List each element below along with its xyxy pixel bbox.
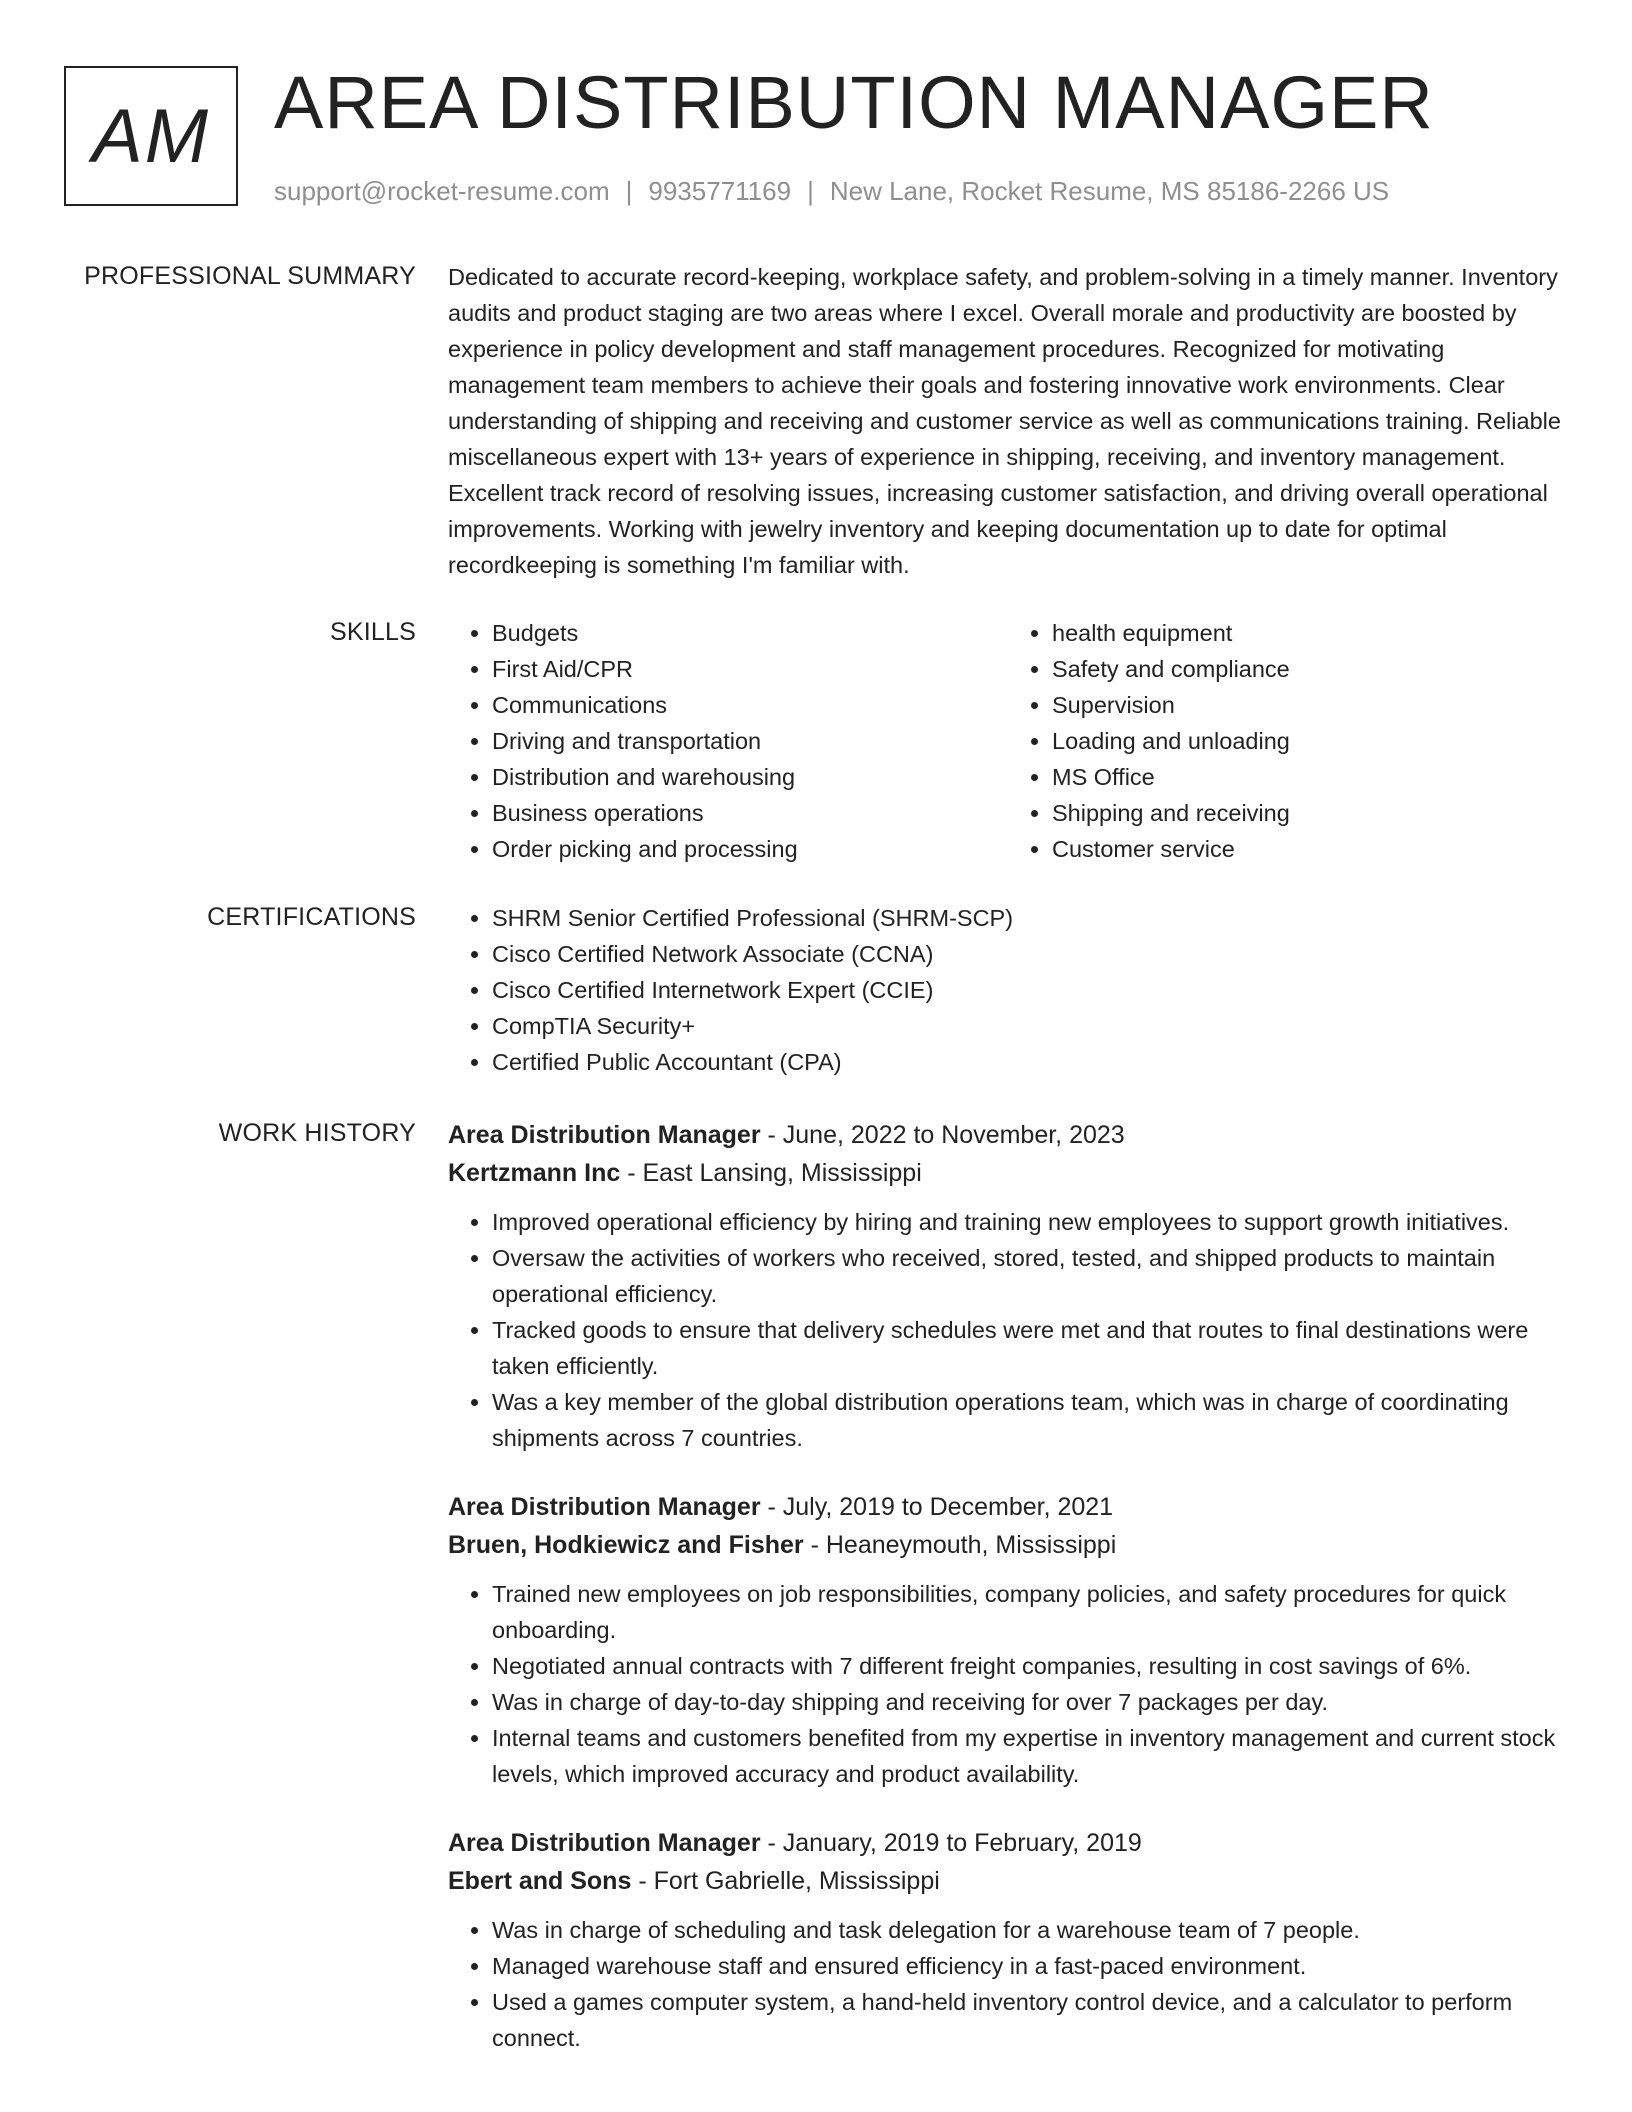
skill-item: • Order picking and processing (492, 831, 1008, 867)
skills-label: SKILLS (330, 618, 416, 646)
skill-item: • Safety and compliance (1052, 651, 1568, 687)
skill-item: • Shipping and receiving (1052, 795, 1568, 831)
skills-body (448, 615, 1568, 867)
job-title-line (448, 1824, 1568, 1862)
job-bullet: • Trained new employees on job responsibilities, company policies, and safety procedures for quick onboarding. (492, 1576, 1568, 1648)
job-location: - Fort Gabrielle, Mississippi (631, 1867, 940, 1895)
certifications-list (448, 900, 1568, 1080)
skill-item: • health equipment (1052, 615, 1568, 651)
job-title: Area Distribution Manager (448, 1121, 761, 1149)
job-entry (448, 1488, 1568, 1792)
certification-item: • Certified Public Accountant (CPA) (492, 1044, 1568, 1080)
contact-separator: | (807, 176, 814, 206)
skill-item: • Customer service (1052, 831, 1568, 867)
job-bullet: • Was in charge of scheduling and task delegation for a warehouse team of 7 people. (492, 1912, 1568, 1948)
job-location: - Heaneymouth, Mississippi (803, 1531, 1117, 1559)
work-history-body (448, 1116, 1568, 2056)
summary-text: Dedicated to accurate record-keeping, workplace safety, and problem-solving in a timely manner. Inventory audits and product staging are two areas where I excel. Overall morale and productivity are boosted by experience in policy development and staff management procedures. Recognized for motivating management team members to achieve their goals and fostering innovative work environments. Clear understanding of shipping and receiving and customer service as well as communications training. Reliable miscellaneous expert with 13+ years of experience in shipping, receiving, and inventory management. Excellent track record of resolving issues, increasing customer satisfaction, and driving overall operational improvements. Working with jewelry inventory and keeping documentation up to date for optimal recordkeeping is something I'm familiar with. (448, 264, 1561, 578)
job-company-line (448, 1154, 1568, 1192)
job-bullet: • Internal teams and customers benefited from my expertise in inventory management and current stock levels, which improved accuracy and product availability. (492, 1720, 1568, 1792)
job-company: Ebert and Sons (448, 1867, 632, 1895)
job-company: Kertzmann Inc (448, 1159, 621, 1187)
contact-email: support@rocket-resume.com (274, 176, 610, 206)
skill-item: • Loading and unloading (1052, 723, 1568, 759)
contact-separator: | (625, 176, 633, 206)
job-bullet: • Was a key member of the global distribution operations team, which was in charge of coordinating shipments across 7 countries. (492, 1384, 1568, 1456)
summary-label: PROFESSIONAL SUMMARY (84, 262, 416, 290)
job-dates: - July, 2019 to December, 2021 (760, 1493, 1114, 1521)
certification-item: • CompTIA Security+ (492, 1008, 1568, 1044)
skill-item: • Budgets (492, 615, 1008, 651)
skill-item: • Driving and transportation (492, 723, 1008, 759)
skill-item: • Supervision (1052, 687, 1568, 723)
job-bullet: • Negotiated annual contracts with 7 different freight companies, resulting in cost savings of 6%. (492, 1648, 1568, 1684)
certifications-label: CERTIFICATIONS (207, 903, 416, 931)
job-bullets (448, 1576, 1568, 1792)
job-entry (448, 1824, 1568, 2056)
certifications-body (448, 900, 1568, 1080)
job-title-line (448, 1488, 1568, 1526)
job-title-line (448, 1116, 1568, 1154)
job-company: Bruen, Hodkiewicz and Fisher (448, 1531, 804, 1559)
contact-address: New Lane, Rocket Resume, MS 85186-2266 US (829, 176, 1390, 206)
job-bullet: • Oversaw the activities of workers who received, stored, tested, and shipped products to maintain operational efficiency. (492, 1240, 1568, 1312)
job-bullets (448, 1912, 1568, 2056)
skill-item: • Distribution and warehousing (492, 759, 1008, 795)
job-bullet: • Was in charge of day-to-day shipping and receiving for over 7 packages per day. (492, 1684, 1568, 1720)
skill-item: • First Aid/CPR (492, 651, 1008, 687)
job-bullet: • Improved operational efficiency by hiring and training new employees to support growth initiatives. (492, 1204, 1568, 1240)
job-dates: - January, 2019 to February, 2019 (760, 1829, 1142, 1857)
job-title: Area Distribution Manager (448, 1493, 761, 1521)
job-entry (448, 1116, 1568, 1456)
skills-list-left (448, 615, 1008, 867)
job-bullet: • Managed warehouse staff and ensured efficiency in a fast-paced environment. (492, 1948, 1568, 1984)
job-bullet: • Used a games computer system, a hand-held inventory control device, and a calculator to perform connect. (492, 1984, 1568, 2056)
skills-list-right (1008, 615, 1568, 867)
page-title: AREA DISTRIBUTION MANAGER (274, 61, 1434, 144)
job-company-line (448, 1862, 1568, 1900)
skill-item: • Communications (492, 687, 1008, 723)
skill-item: • Business operations (492, 795, 1008, 831)
work-history-label: WORK HISTORY (218, 1119, 416, 1147)
job-bullet: • Tracked goods to ensure that delivery schedules were met and that routes to final destinations were taken efficiently. (492, 1312, 1568, 1384)
job-title: Area Distribution Manager (448, 1829, 761, 1857)
skill-item: • MS Office (1052, 759, 1568, 795)
contact-phone: 9935771169 (648, 176, 792, 206)
certification-item: • Cisco Certified Network Associate (CCNA) (492, 936, 1568, 972)
certification-item: • Cisco Certified Internetwork Expert (CCIE) (492, 972, 1568, 1008)
job-location: - East Lansing, Mississippi (620, 1159, 922, 1187)
job-company-line (448, 1526, 1568, 1564)
certification-item: • SHRM Senior Certified Professional (SHRM-SCP) (492, 900, 1568, 936)
contact-line (274, 174, 1389, 208)
job-dates: - June, 2022 to November, 2023 (760, 1121, 1125, 1149)
monogram: AM (64, 66, 238, 206)
job-bullets (448, 1204, 1568, 1456)
